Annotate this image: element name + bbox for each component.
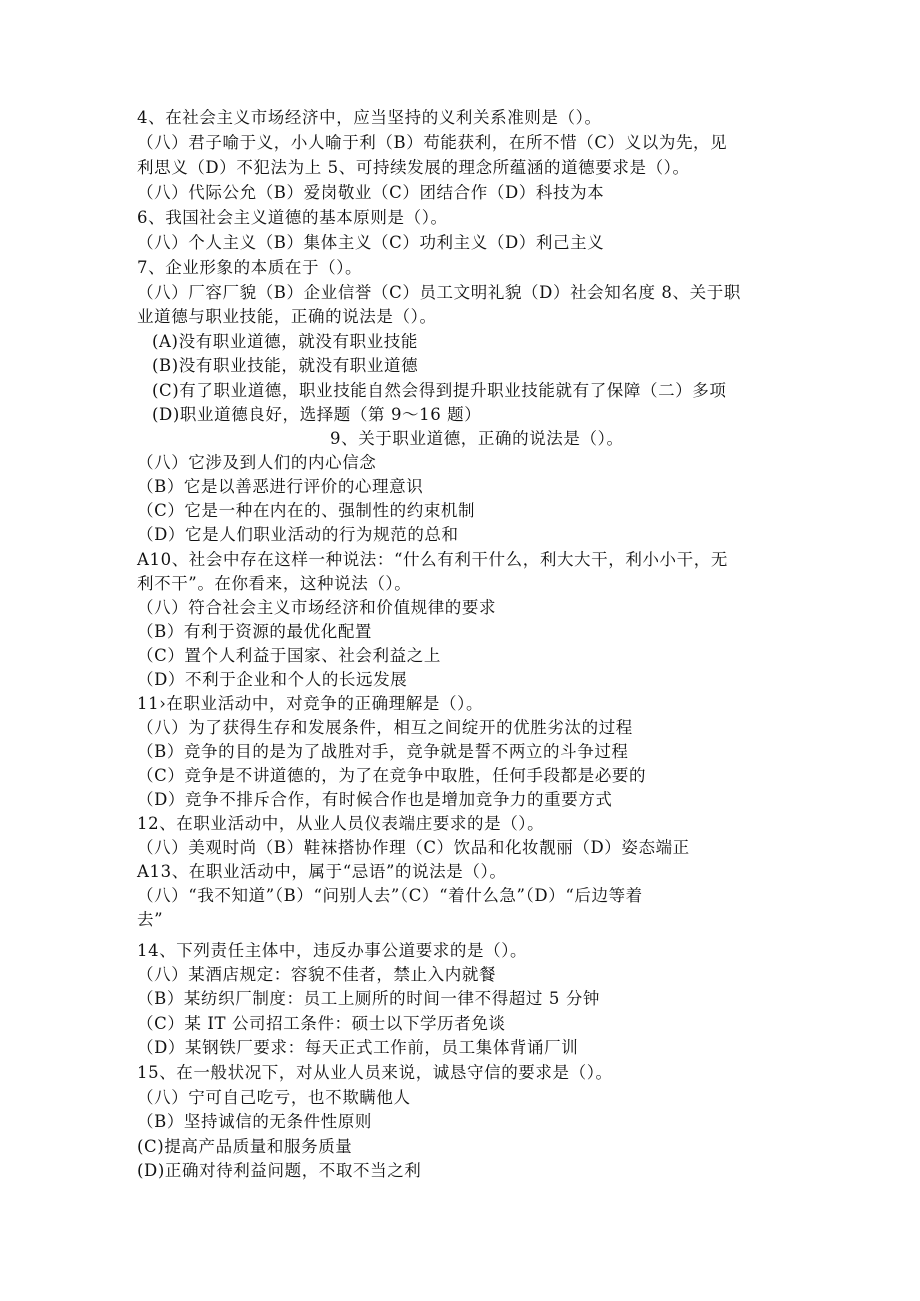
question-9-option-c: （C）它是一种在内在的、强制性的约束机制 xyxy=(137,501,476,520)
question-14-option-c: （C）某 IT 公司招工条件：硕士以下学历者免谈 xyxy=(137,1014,506,1033)
question-11-option-c: （C）竞争是不讲道德的，为了在竞争中取胜，任何手段都是必要的 xyxy=(137,766,647,785)
question-10: A10、社会中存在这样一种说法：“什么有利干什么，利大大干，利小小干，无 xyxy=(137,550,728,569)
question-6-options: （八）个人主义（B）集体主义（C）功利主义（D）利己主义 xyxy=(137,233,605,252)
question-15: 15、在一般状况下，对从业人员来说，诚恳守信的要求是（）。 xyxy=(137,1063,613,1082)
question-13-options-cont: 去” xyxy=(137,910,164,929)
question-5: 利思义（D）不犯法为上 5、可持续发展的理念所蕴涵的道德要求是（）。 xyxy=(137,158,690,177)
question-10-option-a: （八）符合社会主义市场经济和价值规律的要求 xyxy=(137,598,497,617)
question-14-option-d: （D）某钢铁厂要求：每天正式工作前，员工集体背诵厂训 xyxy=(137,1038,579,1057)
question-15-option-d: (D)正确对待利益问题，不取不当之利 xyxy=(137,1161,422,1180)
question-15-option-a: （八）宁可自己吃亏，也不欺瞒他人 xyxy=(137,1088,411,1107)
question-14-option-a: （八）某酒店规定：容貌不佳者，禁止入内就餐 xyxy=(137,965,497,984)
question-10-cont: 利不干”。在你看来，这种说法（）。 xyxy=(137,574,412,593)
question-14: 14、下列责任主体中，违反办事公道要求的是（）。 xyxy=(137,941,528,960)
question-5-options: （八）代际公允（B）爱岗敬业（C）团结合作（D）科技为本 xyxy=(137,183,605,202)
question-8: 业道德与职业技能，正确的说法是（）。 xyxy=(137,307,437,326)
question-9-option-a: （八）它涉及到人们的内心信念 xyxy=(137,453,377,472)
question-10-option-c: （C）置个人利益于国家、社会利益之上 xyxy=(137,646,441,665)
question-12-options: （八）美观时尚（B）鞋袜搭协作理（C）饮品和化妆靓丽（D）姿态端正 xyxy=(137,838,690,857)
question-12: 12、在职业活动中，从业人员仪表端庄要求的是（）。 xyxy=(137,814,545,833)
question-11: 11›在职业活动中，对竞争的正确理解是（）。 xyxy=(137,694,484,713)
question-8-option-b: (B)没有职业技能，就没有职业道德 xyxy=(152,356,419,375)
question-10-option-d: （D）不利于企业和个人的长远发展 xyxy=(137,670,408,689)
question-8-option-a: (A)没有职业道德，就没有职业技能 xyxy=(152,332,418,351)
question-15-option-b: （B）坚持诚信的无条件性原则 xyxy=(137,1112,373,1131)
question-4: 4、在社会主义市场经济中，应当坚持的义利关系准则是（）。 xyxy=(137,108,602,127)
question-11-option-d: （D）竞争不排斥合作，有时候合作也是增加竞争力的重要方式 xyxy=(137,790,613,809)
question-9-option-b: （B）它是以善恶进行评价的心理意识 xyxy=(137,477,424,496)
question-7-options: （八）厂容厂貌（B）企业信誉（C）员工文明礼貌（D）社会知名度 8、关于职 xyxy=(137,283,741,302)
question-11-option-a: （八）为了获得生存和发展条件，相互之间绽开的优胜劣汰的过程 xyxy=(137,718,633,737)
question-15-option-c: (C)提高产品质量和服务质量 xyxy=(137,1137,353,1156)
question-8-option-d: (D)职业道德良好，选择题（第 9～16 题） xyxy=(152,405,482,424)
question-4-options: （八）君子喻于义，小人喻于利（B）苟能获利，在所不惜（C）义以为先，见 xyxy=(137,133,728,152)
question-6: 6、我国社会主义道德的基本原则是（）。 xyxy=(137,208,448,227)
question-10-option-b: （B）有利于资源的最优化配置 xyxy=(137,622,373,641)
question-13-options: （八）“我不知道”（B）“问别人去”（C）“着什么急”（D）“后边等着 xyxy=(137,886,643,905)
question-13: A13、在职业活动中，属于“忌语”的说法是（）。 xyxy=(137,862,507,881)
question-7: 7、企业形象的本质在于（）。 xyxy=(137,258,363,277)
question-8-option-c: (C)有了职业道德，职业技能自然会得到提升职业技能就有了保障（二）多项 xyxy=(152,381,727,400)
question-9-option-d: （D）它是人们职业活动的行为规范的总和 xyxy=(137,525,459,544)
question-9: 9、关于职业道德，正确的说法是（）。 xyxy=(330,429,624,448)
question-11-option-b: （B）竞争的目的是为了战胜对手，竞争就是誓不两立的斗争过程 xyxy=(137,742,629,761)
question-14-option-b: （B）某纺织厂制度：员工上厕所的时间一律不得超过 5 分钟 xyxy=(137,989,601,1008)
